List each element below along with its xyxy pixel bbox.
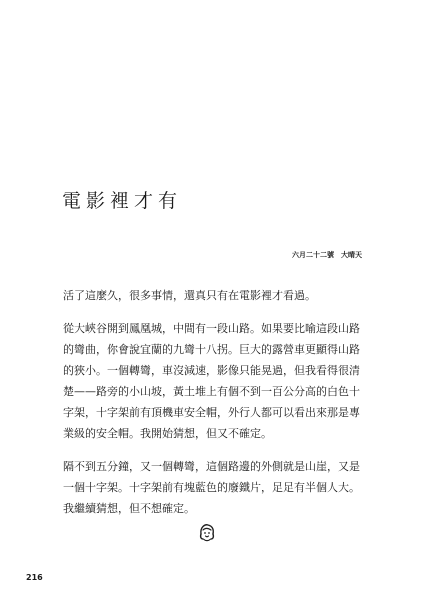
paragraph — [63, 456, 365, 519]
text-line: 字架，十字架前有頂機車安全帽，外行人都可以看出來那是專 — [63, 406, 360, 419]
text-line: 楚——路旁的小山坡，黃土堆上有個不到一百公分高的白色十 — [63, 385, 360, 398]
chapter-title: 電影裡才有 — [62, 190, 183, 212]
text-line: 業級的安全帽。我開始猜想，但又不確定。 — [63, 427, 272, 440]
text-line: 我繼續猜想，但不想確定。 — [63, 502, 195, 515]
paragraph — [63, 318, 365, 444]
paragraph — [63, 285, 365, 306]
text-line: 隔不到五分鐘，又一個轉彎，這個路邊的外側就是山崖，又是 — [63, 460, 360, 473]
text-line: 活了這麼久，很多事情，還真只有在電影裡才看過。 — [63, 289, 316, 302]
page-number: 216 — [26, 573, 43, 582]
body-text — [63, 285, 365, 531]
text-line: 的彎曲，你會說宜蘭的九彎十八拐。巨大的露營車更顯得山路 — [63, 343, 360, 356]
face-sketch-icon — [197, 522, 217, 542]
text-line: 的狹小。一個轉彎，車沒減速，影像只能晃過，但我看得很清 — [63, 364, 360, 377]
dateline: 六月二十二號 大晴天 — [292, 251, 362, 259]
text-line: 一個十字架。十字架前有塊藍色的廢鐵片，足足有半個人大。 — [63, 481, 360, 494]
text-line: 從大峽谷開到鳳凰城，中間有一段山路。如果要比喻這段山路 — [63, 322, 360, 335]
